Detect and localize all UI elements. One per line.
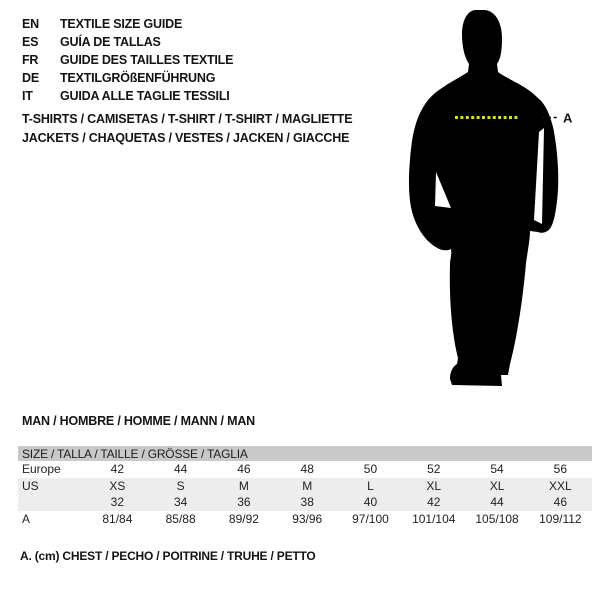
language-label: GUÍA DE TALLAS: [60, 35, 161, 49]
language-code: ES: [22, 35, 39, 49]
table-cell: 89/92: [228, 511, 259, 526]
language-label: GUIDA ALLE TAGLIE TESSILI: [60, 89, 230, 103]
table-cell: 32: [86, 494, 149, 511]
size-table: [18, 446, 592, 527]
language-row-it: [22, 87, 233, 105]
table-cell: 40: [339, 494, 402, 511]
table-row-us-letters: [18, 478, 592, 495]
row-label: [18, 494, 86, 511]
table-cell: 50: [363, 462, 378, 477]
table-cell: 34: [149, 494, 212, 511]
language-row-en: [22, 15, 233, 33]
table-cell: 101/104: [412, 511, 456, 526]
section-heading-man: MAN / HOMBRE / HOMME / MANN / MAN: [22, 414, 255, 428]
table-header-row: [18, 446, 592, 461]
measurement-footnote: A. (cm) CHEST / PECHO / POITRINE / TRUHE / PETTO: [20, 549, 316, 563]
table-cell: XXL: [529, 478, 592, 495]
man-silhouette-figure: [405, 8, 580, 400]
language-list: [22, 15, 233, 105]
table-row-europe: [18, 461, 592, 478]
table-cell: 85/88: [165, 511, 196, 526]
table-cell: 46: [529, 494, 592, 511]
table-cell: XL: [402, 478, 465, 495]
table-cell: 48: [300, 462, 314, 477]
table-cell: 42: [110, 462, 125, 477]
language-code: EN: [22, 17, 39, 31]
table-cell: XS: [86, 478, 149, 495]
table-cell: 93/96: [292, 511, 323, 526]
language-label: GUIDE DES TAILLES TEXTILE: [60, 53, 234, 67]
table-cell: 44: [465, 494, 528, 511]
table-cell: 52: [427, 462, 441, 477]
table-cell: 46: [237, 462, 251, 477]
table-cell: M: [212, 478, 275, 495]
language-code: FR: [22, 53, 39, 67]
table-cell: 54: [490, 462, 504, 477]
table-cell: 81/84: [102, 511, 133, 526]
table-cell: 44: [173, 462, 188, 477]
table-cell: 36: [212, 494, 275, 511]
table-cell: S: [149, 478, 212, 495]
table-row-chest: [18, 511, 592, 528]
row-label: A: [22, 511, 31, 526]
category-tshirts: T-SHIRTS / CAMISETAS / T-SHIRT / T-SHIRT / MAGLIETTE: [22, 112, 353, 126]
measure-label-a: A: [563, 110, 573, 126]
language-row-de: [22, 69, 233, 87]
language-row-fr: [22, 51, 233, 69]
table-cell: 109/112: [539, 511, 582, 526]
table-cell: 38: [276, 494, 339, 511]
table-header-cell: SIZE / TALLA / TAILLE / GRÖSSE / TAGLIA: [18, 446, 592, 461]
man-silhouette-svg: [405, 8, 580, 400]
row-label: Europe: [22, 462, 61, 477]
table-cell: 97/100: [352, 511, 389, 526]
table-cell: 56: [553, 462, 568, 477]
language-code: DE: [22, 71, 39, 85]
row-label: US: [18, 478, 86, 495]
language-code: IT: [22, 89, 33, 103]
category-list: [22, 110, 352, 148]
table-cell: L: [339, 478, 402, 495]
language-label: TEXTILGRÖßENFÜHRUNG: [60, 71, 216, 85]
language-row-es: [22, 33, 233, 51]
table-cell: XL: [465, 478, 528, 495]
language-label: TEXTILE SIZE GUIDE: [60, 17, 183, 31]
table-cell: M: [276, 478, 339, 495]
table-row-us-numbers: [18, 494, 592, 511]
category-jackets: JACKETS / CHAQUETAS / VESTES / JACKEN / GIACCHE: [22, 131, 350, 145]
table-cell: 42: [402, 494, 465, 511]
table-cell: 105/108: [475, 511, 519, 526]
